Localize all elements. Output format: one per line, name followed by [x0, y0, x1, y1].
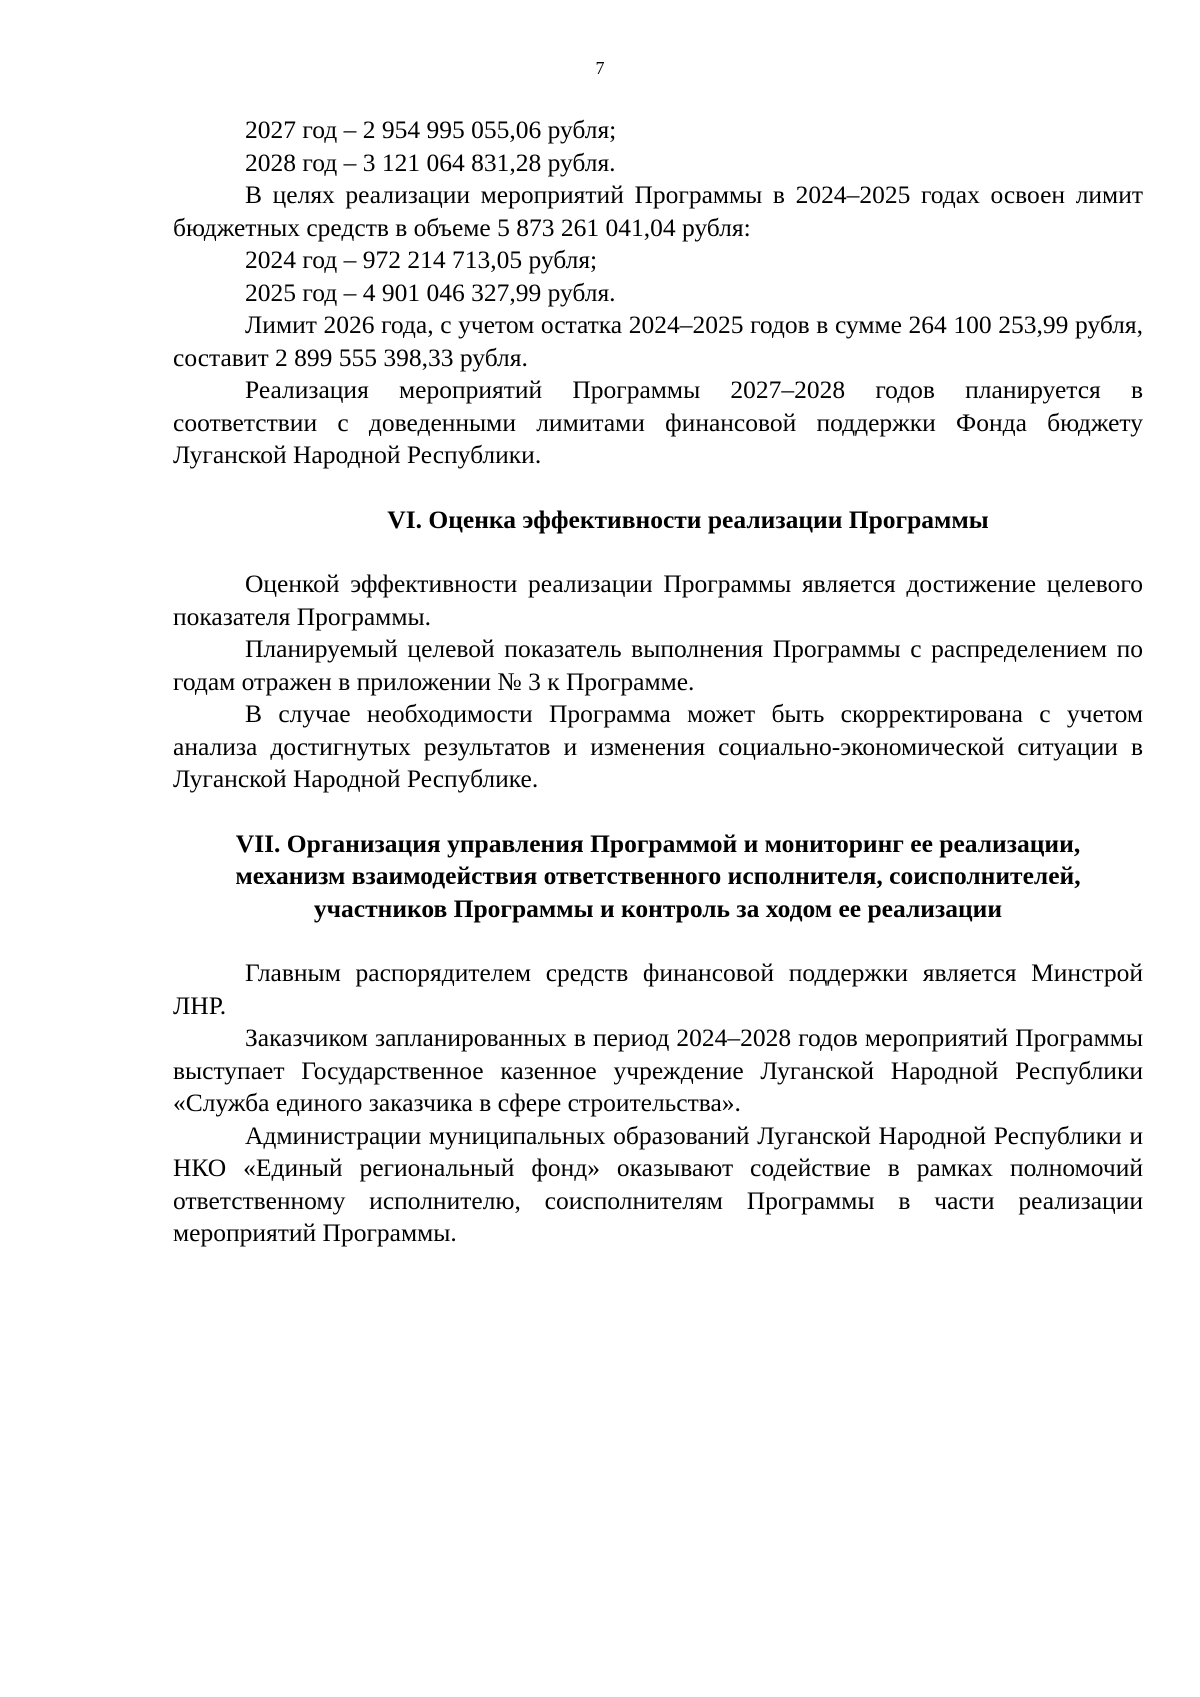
section-7-paragraph-2: Заказчиком запланированных в период 2024–2028 годов мероприятий Программы выступает Государственное казенное учреждение Луганской Народной Республики «Служба единого заказчика в сфере строительства». [173, 1023, 1143, 1117]
funding-line-2025: 2025 год – 4 901 046 327,99 рубля. [245, 277, 616, 307]
section-7-heading [173, 828, 1143, 926]
section-6-paragraph-1: Оценкой эффективности реализации Программы является достижение целевого показателя Программы. [173, 569, 1143, 631]
paragraph-limit-2026: Лимит 2026 года, с учетом остатка 2024–2025 годов в сумме 264 100 253,99 рубля, составит 2 899 555 398,33 рубля. [173, 310, 1143, 372]
paragraph-implementation-2027-2028: Реализация мероприятий Программы 2027–2028 годов планируется в соответствии с доведенными лимитами финансовой поддержки Фонда бюджету Луганской Народной Республики. [173, 375, 1143, 469]
section-7-paragraph-1: Главным распорядителем средств финансовой поддержки является Минстрой ЛНР. [173, 958, 1143, 1020]
section-7-heading-line-1: VII. Организация управления Программой и мониторинг ее реализации, [235, 828, 1081, 858]
section-7-paragraph-3: Администрации муниципальных образований Луганской Народной Республики и НКО «Единый региональный фонд» оказывают содействие в рамках полномочий ответственному исполнителю, соисполнителям Программы в части реализации мероприятий Программы. [173, 1120, 1143, 1247]
funding-line-2024: 2024 год – 972 214 713,05 рубля; [245, 245, 598, 274]
funding-line-2028: 2028 год – 3 121 064 831,28 рубля. [245, 147, 616, 177]
section-6-paragraph-2: Планируемый целевой показатель выполнения Программы с распределением по годам отражен в приложении № 3 к Программе. [173, 634, 1143, 696]
section-7-heading-line-2: механизм взаимодействия ответственного исполнителя, соисполнителей, [235, 861, 1081, 890]
funding-line-2027: 2027 год – 2 954 995 055,06 рубля; [245, 115, 617, 144]
paragraph-limit-2024-2025: В целях реализации мероприятий Программы в 2024–2025 годах освоен лимит бюджетных средств в объеме 5 873 261 041,04 рубля: [173, 180, 1143, 242]
page-number: 7 [595, 58, 605, 78]
section-6-paragraph-3: В случае необходимости Программа может быть скорректирована с учетом анализа достигнутых результатов и изменения социально-экономической ситуации в Луганской Народной Республике. [173, 699, 1143, 793]
document-body [173, 114, 1143, 1250]
section-6-heading: VI. Оценка эффективности реализации Программы [387, 504, 989, 534]
section-7-heading-line-3: участников Программы и контроль за ходом ее реализации [313, 893, 1003, 923]
